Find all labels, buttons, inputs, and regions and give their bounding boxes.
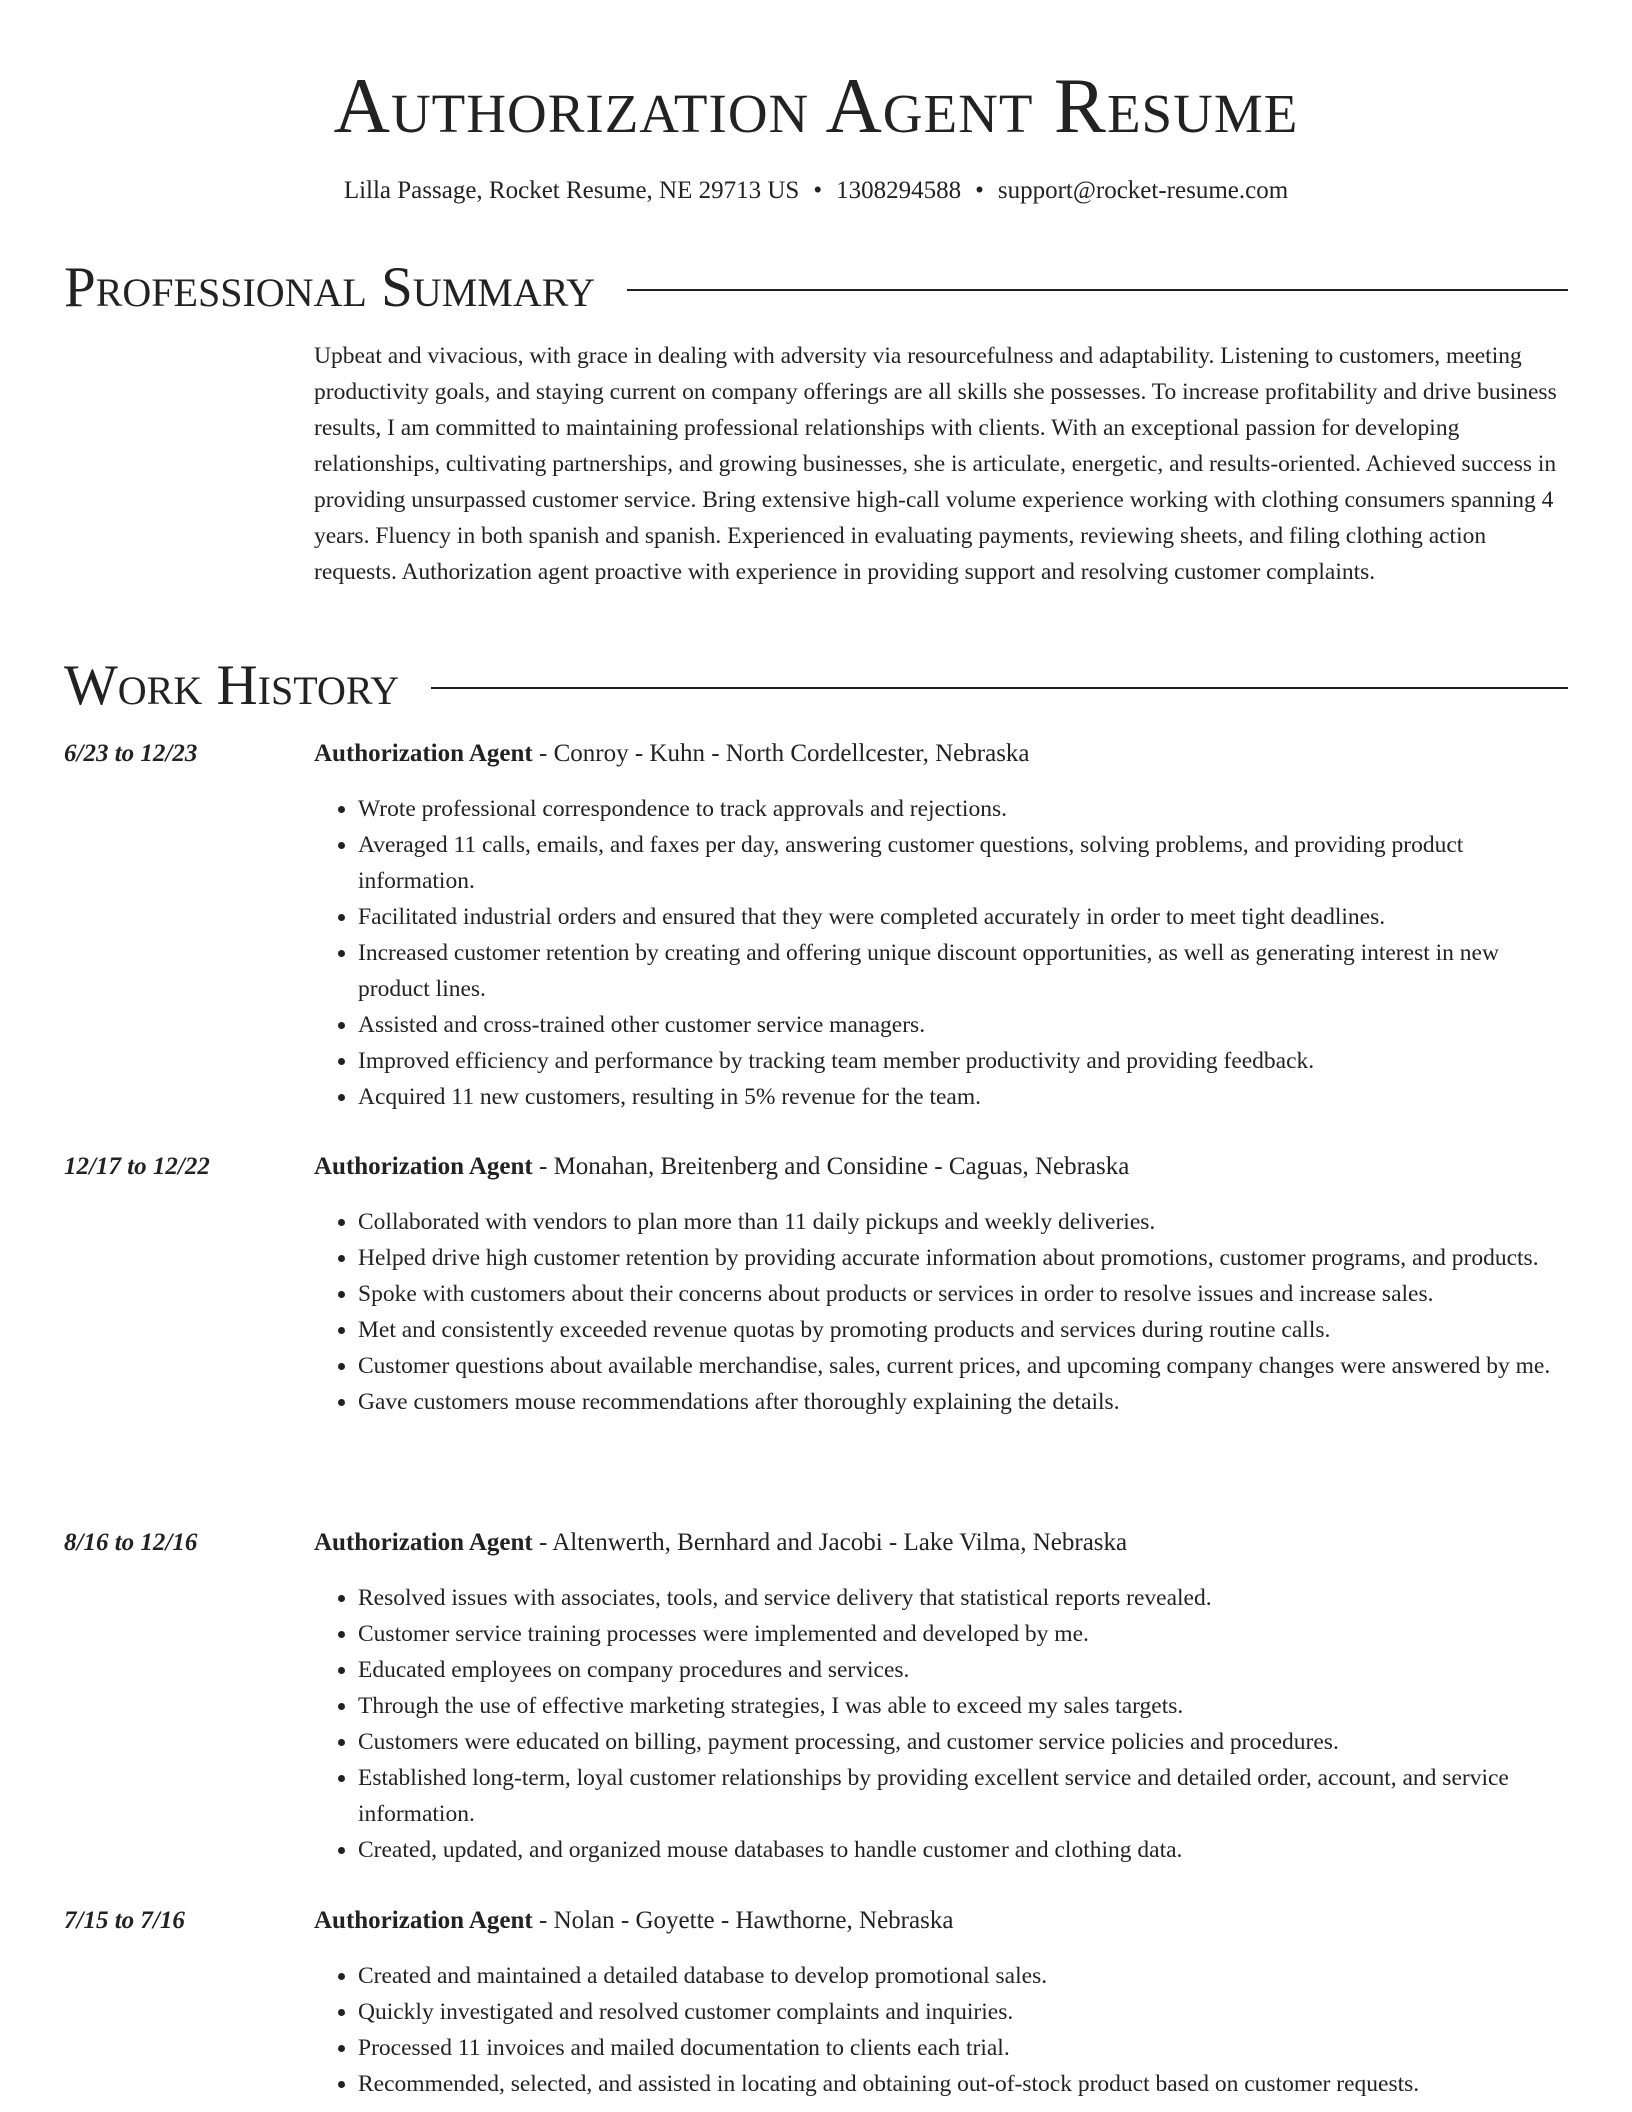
contact-line [0, 175, 1632, 207]
resume-title: Authorization Agent Resume [333, 62, 1299, 149]
list-item: • Wrote professional correspondence to track approvals and rejections. [358, 791, 1568, 827]
list-item: • Customer questions about available merchandise, sales, current prices, and upcoming company changes were answered by me. [358, 1348, 1568, 1384]
job-heading [314, 1150, 1129, 1184]
list-item: • Quickly investigated and resolved customer complaints and inquiries. [358, 1994, 1568, 2030]
job-employer-location: - Nolan - Goyette - Hawthorne, Nebraska [532, 1907, 954, 1934]
list-item: • Increased customer retention by creating and offering unique discount opportunities, as well as generating interest in new product lines. [358, 935, 1568, 1007]
job-title: Authorization Agent [314, 740, 533, 767]
work-history-heading [64, 652, 1568, 720]
job-heading [314, 1526, 1127, 1560]
list-item: • Processed 11 invoices and mailed documentation to clients each trial. [358, 2030, 1568, 2066]
job-bullet-list [314, 791, 1568, 1115]
job-employer-location: - Monahan, Breitenberg and Considine - Caguas, Nebraska [532, 1153, 1130, 1180]
job-heading [314, 1904, 953, 1938]
job-bullet-list [314, 1204, 1568, 1420]
professional-summary-heading [64, 254, 1568, 322]
job-dates: 8/16 to 12/16 [64, 1529, 198, 1556]
list-item: • Established long-term, loyal customer relationships by providing excellent service and detailed order, account, and service information. [358, 1760, 1568, 1832]
job-employer-location: - Conroy - Kuhn - North Cordellcester, Nebraska [532, 740, 1030, 767]
contact-separator: • [813, 177, 823, 204]
job-title: Authorization Agent [314, 1153, 533, 1180]
contact-phone: 1308294588 [836, 177, 962, 204]
list-item: • Acquired 11 new customers, resulting in 5% revenue for the team. [358, 1079, 1568, 1115]
list-item: • Resolved issues with associates, tools, and service delivery that statistical reports revealed. [358, 1580, 1568, 1616]
section-heading-text: Work History [64, 654, 400, 717]
contact-email: support@rocket-resume.com [997, 177, 1289, 204]
list-item: • Customers were educated on billing, payment processing, and customer service policies and procedures. [358, 1724, 1568, 1760]
list-item: • Collaborated with vendors to plan more than 11 daily pickups and weekly deliveries. [358, 1204, 1568, 1240]
list-item: • Met and consistently exceeded revenue quotas by promoting products and services during routine calls. [358, 1312, 1568, 1348]
list-item: • Assisted and cross-trained other customer service managers. [358, 1007, 1568, 1043]
list-item: • Averaged 11 calls, emails, and faxes per day, answering customer questions, solving problems, and providing product information. [358, 827, 1568, 899]
section-heading-text: Professional Summary [64, 256, 596, 319]
contact-address: Lilla Passage, Rocket Resume, NE 29713 US [343, 177, 800, 204]
job-heading [314, 737, 1030, 771]
section-divider [431, 687, 1568, 689]
list-item: • Customer service training processes were implemented and developed by me. [358, 1616, 1568, 1652]
list-item: • Helped drive high customer retention by providing accurate information about promotions, customer programs, and products. [358, 1240, 1568, 1276]
job-dates: 6/23 to 12/23 [64, 740, 198, 767]
list-item: • Improved efficiency and performance by tracking team member productivity and providing feedback. [358, 1043, 1568, 1079]
list-item: • Facilitated industrial orders and ensured that they were completed accurately in order to meet tight deadlines. [358, 899, 1568, 935]
list-item: • Created, updated, and organized mouse databases to handle customer and clothing data. [358, 1832, 1568, 1868]
section-divider [627, 289, 1568, 291]
list-item: • Spoke with customers about their concerns about products or services in order to resolve issues and increase sales. [358, 1276, 1568, 1312]
job-title: Authorization Agent [314, 1907, 533, 1934]
job-dates: 7/15 to 7/16 [64, 1907, 185, 1934]
summary-paragraph: Upbeat and vivacious, with grace in dealing with adversity via resourcefulness and adaptability. Listening to customers, meeting productivity goals, and staying current on company offerings are all skills she possesses. To increase profitability and drive business results, I am committed to maintaining professional relationships with clients. With an exceptional passion for developing relationships, cultivating partnerships, and growing businesses, she is articulate, energetic, and results-oriented. Achieved success in providing unsurpassed customer service. Bring extensive high-call volume experience working with clothing consumers spanning 4 years. Fluency in both spanish and spanish. Experienced in evaluating payments, reviewing sheets, and filing clothing action requests. Authorization agent proactive with experience in providing support and resolving customer complaints. [314, 343, 1557, 585]
list-item: • Created and maintained a detailed database to develop promotional sales. [358, 1958, 1568, 1994]
list-item: • Through the use of effective marketing strategies, I was able to exceed my sales targets. [358, 1688, 1568, 1724]
job-bullet-list [314, 1958, 1568, 2102]
job-dates: 12/17 to 12/22 [64, 1153, 210, 1180]
job-employer-location: - Altenwerth, Bernhard and Jacobi - Lake Vilma, Nebraska [532, 1529, 1128, 1556]
job-bullet-list [314, 1580, 1568, 1868]
list-item: • Gave customers mouse recommendations after thoroughly explaining the details. [358, 1384, 1568, 1420]
list-item: • Recommended, selected, and assisted in locating and obtaining out-of-stock product based on customer requests. [358, 2066, 1568, 2102]
contact-separator: • [975, 177, 984, 204]
job-title: Authorization Agent [314, 1529, 533, 1556]
list-item: • Educated employees on company procedures and services. [358, 1652, 1568, 1688]
